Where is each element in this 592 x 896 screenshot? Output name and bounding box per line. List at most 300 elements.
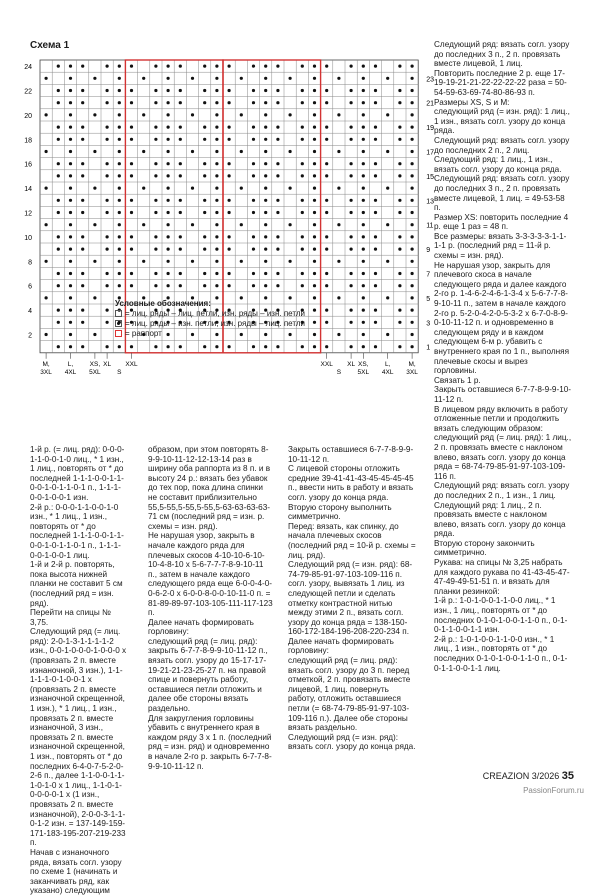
purl-dot [215,65,218,68]
row-label-right: 21 [426,100,434,108]
purl-dot [313,113,316,116]
purl-dot [203,211,206,214]
purl-dot [81,235,84,238]
purl-dot [228,235,231,238]
purl-dot [69,248,72,251]
legend-item-knit: = лиц. ряды – лиц. петли, изн. ряды – изн. петли [115,309,415,319]
purl-dot [386,223,389,226]
size-label-left: 5XL [89,368,101,376]
purl-dot [203,126,206,129]
purl-dot [337,113,340,116]
purl-dot [301,65,304,68]
purl-dot [106,174,109,177]
purl-dot [167,199,170,202]
purl-dot [350,272,353,275]
purl-dot [301,138,304,141]
purl-dot [154,65,157,68]
purl-dot [118,284,121,287]
purl-dot [81,89,84,92]
purl-dot [118,138,121,141]
row-label-left: 18 [24,137,32,145]
purl-dot [203,272,206,275]
purl-dot [386,77,389,80]
purl-dot [252,235,255,238]
purl-dot [179,345,182,348]
purl-dot [264,77,267,80]
purl-dot [45,223,48,226]
purl-dot [313,248,316,251]
purl-dot [374,138,377,141]
purl-dot [215,260,218,263]
purl-dot [350,174,353,177]
purl-dot [106,199,109,202]
purl-dot [252,138,255,141]
purl-dot [276,235,279,238]
purl-dot [289,223,292,226]
purl-dot [411,248,414,251]
purl-dot [215,113,218,116]
purl-dot [398,211,401,214]
size-label-left: L, [67,360,74,368]
purl-dot [264,211,267,214]
purl-dot [411,211,414,214]
purl-dot [203,138,206,141]
purl-dot [118,77,121,80]
purl-dot [45,187,48,190]
purl-dot [264,199,267,202]
purl-dot [252,162,255,165]
purl-dot [264,138,267,141]
purl-dot [179,248,182,251]
row-label-right: 3 [426,320,431,328]
purl-dot [167,187,170,190]
purl-dot [215,248,218,251]
purl-dot [215,235,218,238]
purl-dot [93,150,96,153]
purl-dot [228,101,231,104]
purl-dot [398,272,401,275]
purl-dot [191,113,194,116]
purl-dot [252,65,255,68]
row-label-left: 14 [24,186,32,194]
purl-dot [203,101,206,104]
purl-dot [215,284,218,287]
purl-dot [411,199,414,202]
purl-dot [264,223,267,226]
purl-dot [191,150,194,153]
purl-dot [69,174,72,177]
purl-dot [45,333,48,336]
purl-dot [264,187,267,190]
purl-dot [228,126,231,129]
purl-dot [228,272,231,275]
purl-dot [57,65,60,68]
purl-dot [411,187,414,190]
purl-dot [81,65,84,68]
purl-dot [154,211,157,214]
row-label-right: 11 [426,222,434,230]
row-label-right: 7 [426,271,431,279]
purl-dot [130,235,133,238]
purl-dot [313,89,316,92]
purl-dot [374,284,377,287]
row-label-left: 2 [28,332,32,340]
purl-dot [81,138,84,141]
purl-dot [118,89,121,92]
purl-dot [154,272,157,275]
row-label-right: 9 [426,247,431,255]
purl-dot [362,235,365,238]
row-label-left: 10 [24,234,32,242]
purl-dot [301,235,304,238]
purl-dot [264,150,267,153]
text-column-4: Следующий ряд: вязать согл. узору до последних 3 п., 2 п. провязать вместе лицевой, 1 лиц. Повторить последние 2 р. еще 17-19-19-21-21-22-22-22-22 раза = 50-54-59-63-69-74-80-86-93 п. Размеры XS, S и M: следующий ряд (= изн. ряд): 1 лиц., 1 изн., вязать согл. узору до конца ряда. Следующий ряд: вязать согл. узору до последних 2 п., 2 лиц. Следующий ряд: 1 лиц., 1 изн., вязать согл. узору до конца ряда. Следующий ряд: вязать согл. узору до последних 3 п., 2 п. провязать вместе лицевой, 1 лиц. = 49-53-58 п. Размер XS: повторить последние 4 р. еще 1 раз = 48 п. Все размеры: вязать 3-3-3-3-3-1-1-1-1 р. (последний ряд = 11-й р. схемы = изн. ряд). Не нарушая узор, закрыть для плечевого скоса в начале следующего ряда и далее каждого 2-го р. 1-4-6-2-4-6-1-3-4 х 5-6-7-7-8-9-10-11 п., затем в начале каждого 2-го р. 5-2-0-4-2-0-5-3-2 х 6-7-0-8-9-0-10-11-12 п. и одновременно в следующем ряду и в каждом следующем 6-м р. убавить с внутреннего края по 1 п., выполняя плечевые скосы и вырез горловины. Связать 1 р. Закрыть оставшиеся 6-7-7-8-9-9-10-11-12 п. В лицевом ряду включить в работу отложенные петли и продолжить вязать следующим образом: следующий ряд (= лиц. ряд): 1 лиц., 2 п. провязать вместе с наклоном влево, вязать согл. узору до конца ряда = 68-74-79-85-91-97-103-109-116 п. Следующий ряд: вязать согл. узору до последних 2 п., 1 изн., 1 лиц. Следующий ряд: 1 лиц., 2 п. провязать вместе с наклоном влево, вязать согл. узору до конца ряда. Вторую сторону закончить симметрично. Рукава: на спицы № 3,25 набрать для каждого рукава по 41-43-45-47-47-49-49-51-51 п. и вязать для планки резинкой: 1-й р.: 1-0-1-0-0-1-1-0-0 лиц., * 1 изн., 1 лиц., повторять от * до последних 0-1-0-1-0-0-1-1-0 п., 0-1-0-1-1-0-0-1-1 изн. 2-й р.: 1-0-1-0-0-1-1-0-0 изн., * 1 лиц., 1 изн., повторять от * до последних 0-1-0-1-0-0-1-1-0 п., 0-1-0-1-1-0-0-1-1 лиц. [434,40,572,673]
text-column-2: образом, при этом повторять 8-9-9-10-11-12-12-13-14 раз в ширину оба раппорта из 8 п. и в высоту 24 р.: вязать без убавок до тех пор, пока длина спинки не составит приблизительно 55,5-55,5-55,5-55,5-63-63-63-63-71 см (последний ряд = изн. р. схемы = изн. ряд). Не нарушая узор, закрыть в начале каждого ряда для плечевых скосов 4-10-10-6-10-10-4-8-10 х 5-6-7-7-7-8-9-10-11 п., затем в начале каждого следующего ряда еще 6-0-0-4-0-0-6-2-0 х 6-0-0-8-0-0-10-11-0 п. = 81-89-89-97-103-105-111-117-123 п. Далее начать формировать горловину: следующий ряд (= лиц. ряд): закрыть 6-7-7-8-9-9-10-11-12 п., вязать согл. узору до 15-17-17-19-21-21-23-25-27 п. на правой спице и повернуть работу, оставшиеся петли отложить и далее обе стороны вязать раздельно. Для закругления горловины убавить с внутреннего края в каждом ряду 3 х 1 п. (последний ряд = изн. ряд) и одновременно в начале 2-го р. закрыть 6-7-7-8-9-9-10-11-12 п. [148,445,273,771]
purl-dot [313,260,316,263]
purl-dot [179,162,182,165]
purl-dot [252,272,255,275]
purl-dot [276,284,279,287]
purl-dot [301,174,304,177]
purl-dot [118,272,121,275]
watermark: PassionForum.ru [523,786,584,795]
purl-dot [69,101,72,104]
purl-dot [69,333,72,336]
purl-dot [118,260,121,263]
purl-dot [154,101,157,104]
purl-dot [228,174,231,177]
purl-dot [301,126,304,129]
purl-dot [264,174,267,177]
purl-dot [167,138,170,141]
purl-dot [142,150,145,153]
purl-dot [215,138,218,141]
purl-dot [130,199,133,202]
purl-dot [264,248,267,251]
purl-dot [154,138,157,141]
purl-dot [398,138,401,141]
purl-dot [215,101,218,104]
purl-dot [179,126,182,129]
purl-dot [69,113,72,116]
purl-dot [215,211,218,214]
purl-dot [69,150,72,153]
purl-dot [362,89,365,92]
purl-dot [350,235,353,238]
purl-dot [203,162,206,165]
purl-dot [203,199,206,202]
purl-dot [350,199,353,202]
purl-dot [45,150,48,153]
size-label-right: 4XL [381,368,394,376]
row-label-left: 6 [28,283,32,291]
purl-dot [411,162,414,165]
purl-dot [264,126,267,129]
purl-dot [215,126,218,129]
purl-dot [398,101,401,104]
row-label-right: 5 [426,295,431,303]
purl-dot [411,126,414,129]
purl-dot [350,284,353,287]
purl-dot [179,199,182,202]
purl-dot [81,211,84,214]
purl-dot [167,101,170,104]
purl-dot [411,65,414,68]
purl-dot [45,77,48,80]
purl-dot [81,309,84,312]
purl-dot [362,272,365,275]
purl-dot [179,89,182,92]
purl-dot [374,211,377,214]
purl-dot [81,126,84,129]
purl-dot [179,65,182,68]
purl-dot [118,65,121,68]
row-label-right: 17 [426,149,434,157]
purl-dot [69,223,72,226]
purl-dot [350,101,353,104]
purl-dot [313,138,316,141]
purl-dot [276,211,279,214]
purl-dot [325,235,328,238]
purl-dot [276,101,279,104]
purl-dot [154,89,157,92]
purl-dot [142,260,145,263]
purl-dot [93,333,96,336]
purl-dot [167,162,170,165]
purl-dot [106,248,109,251]
purl-dot [240,223,243,226]
purl-dot [57,199,60,202]
purl-dot [130,101,133,104]
purl-dot [313,223,316,226]
purl-dot [301,211,304,214]
purl-dot [57,126,60,129]
purl-dot [362,174,365,177]
purl-dot [276,174,279,177]
purl-dot [106,138,109,141]
size-label-right: XS, [358,360,369,368]
purl-dot [252,211,255,214]
row-label-right: 15 [426,173,434,181]
purl-dot [362,138,365,141]
purl-dot [215,187,218,190]
purl-dot [81,272,84,275]
size-label-right: XL [347,360,356,368]
purl-dot [350,138,353,141]
purl-dot [191,77,194,80]
size-label-right: S [336,368,342,376]
purl-dot [276,199,279,202]
purl-dot [337,187,340,190]
purl-dot [362,101,365,104]
purl-dot [350,65,353,68]
purl-dot [69,77,72,80]
purl-dot [325,284,328,287]
purl-dot [57,138,60,141]
purl-dot [106,272,109,275]
purl-dot [106,126,109,129]
purl-dot [130,248,133,251]
purl-dot [69,260,72,263]
purl-dot [313,284,316,287]
purl-dot [215,150,218,153]
row-label-right: 13 [426,198,434,206]
purl-dot [81,284,84,287]
row-label-left: 24 [24,64,32,72]
purl-dot [398,235,401,238]
purl-dot [313,126,316,129]
purl-dot [411,101,414,104]
purl-dot [154,126,157,129]
magazine-issue: CREAZION 3/2026 [482,771,560,781]
purl-dot [411,138,414,141]
purl-dot [57,284,60,287]
purl-dot [276,126,279,129]
purl-dot [93,260,96,263]
purl-dot [69,284,72,287]
purl-dot [203,235,206,238]
purl-dot [167,260,170,263]
purl-dot [301,345,304,348]
purl-dot [362,211,365,214]
purl-dot [313,272,316,275]
purl-dot [167,65,170,68]
purl-dot [130,89,133,92]
purl-dot [81,162,84,165]
purl-dot [93,187,96,190]
purl-dot [215,199,218,202]
row-label-right: 19 [426,125,434,133]
purl-dot [69,211,72,214]
purl-dot [228,138,231,141]
size-label-left: XXL [125,360,138,368]
size-label-left: S [117,368,122,376]
purl-dot [264,65,267,68]
purl-dot [191,187,194,190]
legend-heading: Условные обозначения: [115,299,211,308]
purl-dot [411,260,414,263]
purl-dot [228,162,231,165]
chart-title: Схема 1 [30,40,70,51]
purl-dot [240,77,243,80]
purl-dot [362,199,365,202]
purl-dot [81,199,84,202]
purl-dot [57,235,60,238]
purl-dot [106,235,109,238]
purl-dot [350,162,353,165]
purl-dot [106,309,109,312]
empty-square-icon [115,310,122,317]
purl-dot [154,248,157,251]
purl-dot [411,345,414,348]
purl-dot [252,248,255,251]
purl-dot [142,187,145,190]
purl-dot [228,65,231,68]
purl-dot [179,211,182,214]
purl-dot [252,126,255,129]
purl-dot [276,138,279,141]
purl-dot [69,199,72,202]
legend [115,299,415,339]
row-label-left: 12 [24,210,32,218]
purl-dot [179,284,182,287]
row-label-left: 16 [24,161,32,169]
row-label-right: 1 [426,344,431,352]
purl-dot [118,211,121,214]
purl-dot [276,272,279,275]
purl-dot [411,223,414,226]
purl-dot [167,345,170,348]
purl-dot [240,187,243,190]
purl-dot [264,272,267,275]
purl-dot [398,284,401,287]
purl-dot [154,235,157,238]
purl-dot [203,174,206,177]
purl-dot [362,223,365,226]
purl-dot [106,101,109,104]
purl-dot [167,235,170,238]
purl-dot [69,272,72,275]
purl-dot [398,174,401,177]
purl-dot [337,150,340,153]
purl-dot [374,235,377,238]
purl-dot [252,101,255,104]
purl-dot [45,260,48,263]
purl-dot [362,284,365,287]
purl-dot [411,284,414,287]
purl-dot [301,284,304,287]
purl-dot [57,345,60,348]
purl-dot [337,223,340,226]
purl-dot [276,65,279,68]
purl-dot [106,89,109,92]
page-number: 35 [561,770,574,782]
purl-dot [362,65,365,68]
purl-dot [179,272,182,275]
purl-dot [130,174,133,177]
purl-dot [411,272,414,275]
purl-dot [264,113,267,116]
purl-dot [130,345,133,348]
purl-dot [264,89,267,92]
purl-dot [411,89,414,92]
purl-dot [167,223,170,226]
purl-dot [69,235,72,238]
purl-dot [154,174,157,177]
purl-dot [69,65,72,68]
purl-dot [301,162,304,165]
purl-dot [179,174,182,177]
purl-dot [337,260,340,263]
legend-item-rapport: = раппорт [115,329,415,339]
purl-dot [142,113,145,116]
purl-dot [130,65,133,68]
size-label-right: XXL [320,360,333,368]
purl-dot [301,248,304,251]
purl-dot [106,284,109,287]
purl-dot [203,248,206,251]
purl-dot [374,162,377,165]
size-label-right: 5XL [357,368,370,376]
purl-dot [362,260,365,263]
purl-dot [362,345,365,348]
purl-dot [325,101,328,104]
purl-dot [215,89,218,92]
purl-dot [215,77,218,80]
purl-dot [313,77,316,80]
purl-dot [167,272,170,275]
purl-dot [167,77,170,80]
